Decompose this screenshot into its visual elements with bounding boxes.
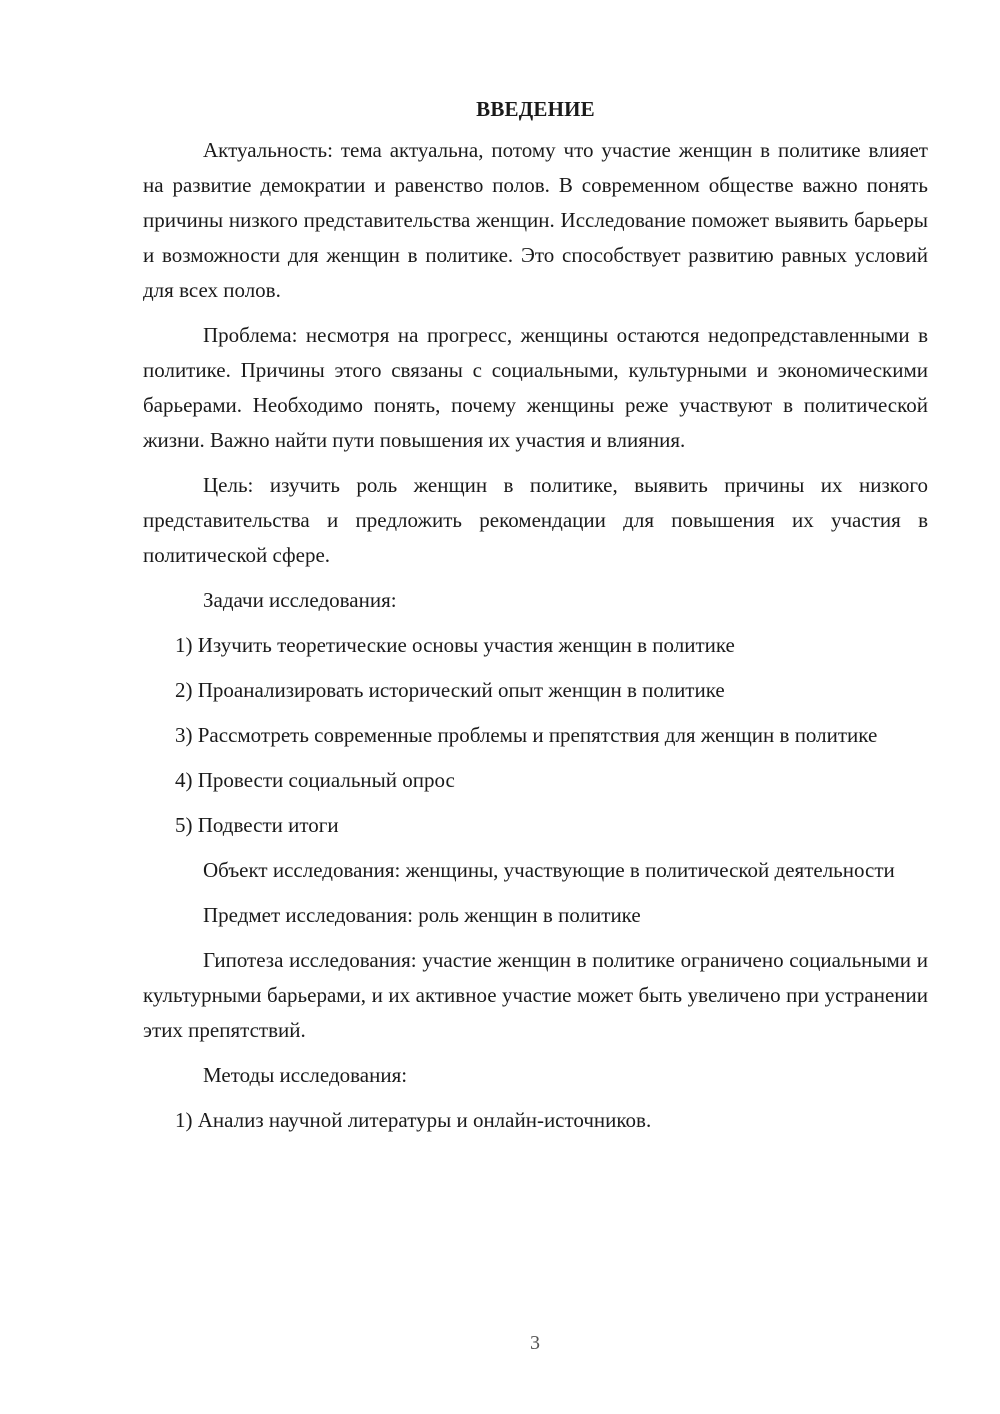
methods-heading: Методы исследования: bbox=[203, 1063, 408, 1087]
problem-paragraph: Проблема: несмотря на прогресс, женщины остаются недопредставленными в политике. Причины этого связаны с социальными, культурными и экономическими барьерами. Необходимо понять, почему женщины реже участвуют в политической жизни. Важно найти пути повышения их участия и влияния. bbox=[143, 323, 928, 452]
section-title: ВВЕДЕНИЕ bbox=[476, 97, 595, 121]
task-item-5: 5) Подвести итоги bbox=[175, 813, 339, 837]
page-content bbox=[143, 92, 928, 1148]
page-number: 3 bbox=[530, 1332, 540, 1354]
object-paragraph: Объект исследования: женщины, участвующие в политической деятельности bbox=[203, 858, 895, 882]
task-item-2: 2) Проанализировать исторический опыт женщин в политике bbox=[175, 678, 725, 702]
method-item-1: 1) Анализ научной литературы и онлайн-источников. bbox=[175, 1108, 652, 1132]
hypothesis-paragraph: Гипотеза исследования: участие женщин в политике ограничено социальными и культурными барьерами, и их активное участие может быть увеличено при устранении этих препятствий. bbox=[143, 948, 928, 1042]
task-item-3: 3) Рассмотреть современные проблемы и препятствия для женщин в политике bbox=[175, 723, 878, 747]
goal-paragraph: Цель: изучить роль женщин в политике, выявить причины их низкого представительства и предложить рекомендации для повышения их участия в политической сфере. bbox=[143, 473, 928, 567]
tasks-heading: Задачи исследования: bbox=[203, 588, 397, 612]
relevance-paragraph: Актуальность: тема актуальна, потому что участие женщин в политике влияет на развитие демократии и равенство полов. В современном обществе важно понять причины низкого представительства женщин. Исследование поможет выявить барьеры и возможности для женщин в политике. Это способствует развитию равных условий для всех полов. bbox=[143, 138, 928, 302]
task-item-1: 1) Изучить теоретические основы участия женщин в политике bbox=[175, 633, 735, 657]
task-item-4: 4) Провести социальный опрос bbox=[175, 768, 455, 792]
subject-paragraph: Предмет исследования: роль женщин в политике bbox=[203, 903, 641, 927]
